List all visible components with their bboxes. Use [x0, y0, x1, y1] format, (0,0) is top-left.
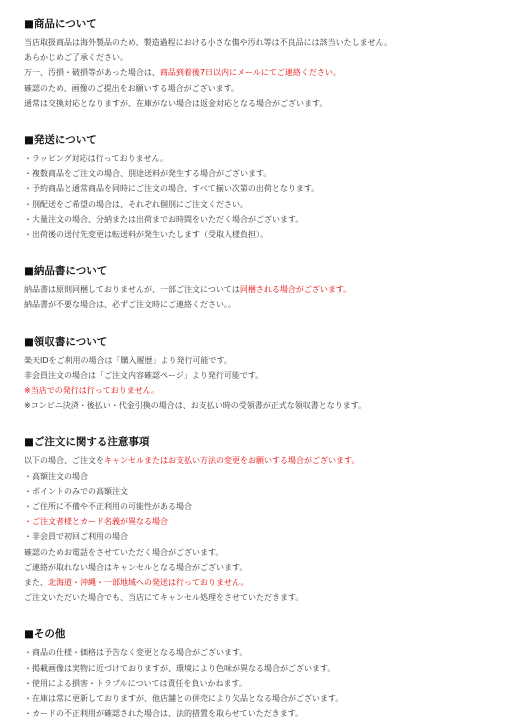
text-segment: ・別配送をご希望の場合は、それぞれ個別にご注文ください。 [24, 199, 248, 209]
text-line [24, 282, 510, 297]
list-item [24, 151, 510, 166]
list-item [24, 645, 510, 660]
text-segment: 納品書は原則同梱しておりませんが、一部ご注文については [24, 285, 240, 295]
list-item [24, 484, 510, 499]
text-segment: 非会員注文の場合は「ご注文内容確認ページ」より発行可能です。 [24, 370, 264, 380]
text-line [24, 383, 510, 398]
section-shipping [24, 133, 510, 242]
text-segment: 万一、汚損・破損等があった場合は、 [24, 68, 160, 78]
text-segment: 以下の場合、ご注文を [24, 456, 104, 466]
text-line [24, 50, 510, 65]
text-line [24, 96, 510, 111]
text-line [24, 398, 510, 413]
highlight-text: ※当店での発行は行っておりません。 [24, 386, 160, 396]
text-line [24, 545, 510, 560]
text-line [24, 353, 510, 368]
highlight-text: 同梱される場合がございます。 [239, 285, 352, 295]
text-segment: ・出荷後の送付先変更は転送料が発生いたします（受取人様負担）。 [24, 230, 268, 240]
text-segment: ご注文いただいた場合でも、当店にてキャンセル処理をさせていただきます。 [24, 593, 304, 603]
text-segment: 当店取扱商品は海外製品のため、製造過程における小さな傷や汚れ等は不良品には該当いたしません。 [24, 38, 393, 47]
section-other [24, 627, 510, 721]
text-segment: 確認のためお電話をさせていただく場合がございます。 [24, 547, 224, 557]
text-segment: ・ポイントのみでの高額注文 [24, 486, 128, 496]
text-segment: 通常は交換対応となりますが、在庫がない場合は返金対応となる場合がございます。 [24, 98, 328, 108]
text-line [24, 590, 510, 605]
text-segment: ・非会員で初回ご利用の場合 [24, 532, 128, 542]
text-line [24, 368, 510, 383]
section-heading: ■発送について [24, 134, 97, 147]
highlight-text: 商品到着後7日以内にメールにてご連絡ください。 [159, 68, 341, 78]
text-segment: また、 [24, 578, 48, 588]
list-item [24, 529, 510, 544]
list-item [24, 197, 510, 212]
list-item [24, 227, 510, 242]
list-item [24, 212, 510, 227]
text-segment: 確認のため、画像のご提出をお願いする場合がございます。 [24, 83, 240, 93]
section-heading: ■領収書について [24, 335, 108, 348]
list-item [24, 166, 510, 181]
list-item [24, 469, 510, 484]
highlight-text: ・ご注文者様とカード名義が異なる場合 [24, 517, 168, 527]
text-segment: ・在庫は常に更新しておりますが、他店舗との併売により欠品となる場合がございます。 [24, 694, 344, 704]
text-segment: ・予約商品と通常商品を同時にご注文の場合、すべて揃い次第の出荷となります。 [24, 184, 320, 194]
section-order-notes [24, 435, 510, 605]
text-line [24, 560, 510, 575]
text-segment: ・掲載画像は実物に近づけておりますが、環境により色味が異なる場合がございます。 [24, 663, 336, 673]
list-item [24, 514, 510, 529]
section-heading: ■ご注文に関する注意事項 [24, 436, 150, 449]
list-item [24, 691, 510, 706]
text-line [24, 297, 510, 312]
list-item [24, 676, 510, 691]
text-segment: ・ご住所に不備や不正利用の可能性がある場合 [24, 502, 192, 512]
text-segment: ・商品の仕様・価格は予告なく変更となる場合がございます。 [24, 648, 248, 658]
text-line [24, 35, 510, 50]
text-segment: ・大量注文の場合、分納または出荷までお時間をいただく場合がございます。 [24, 214, 304, 224]
text-segment: ・カードの不正利用が確認された場合は、法的措置を取らせていただきます。 [24, 709, 304, 719]
text-line [24, 575, 510, 590]
section-delivery-note [24, 264, 510, 312]
text-segment: ※コンビニ決済・後払い・代金引換の場合は、お支払い時の受領書が正式な領収書となります。 [24, 401, 367, 411]
list-item [24, 181, 510, 196]
text-line [24, 453, 510, 468]
highlight-text: キャンセルまたはお支払い方法の変更をお願いする場合がございます。 [104, 456, 360, 466]
section-receipt [24, 335, 510, 414]
text-segment: ご連絡が取れない場合はキャンセルとなる場合がございます。 [24, 562, 248, 572]
section-heading: ■商品について [24, 18, 97, 30]
text-segment: 納品書が不要な場合は、必ずご注文時にご連絡ください。。 [24, 300, 236, 310]
list-item [24, 499, 510, 514]
list-item [24, 661, 510, 676]
text-segment: ・高額注文の場合 [24, 471, 88, 481]
list-item [24, 706, 510, 721]
text-segment: あらかじめご了承ください。 [24, 53, 128, 63]
section-heading: ■納品書について [24, 265, 108, 278]
section-heading: ■その他 [24, 628, 66, 641]
text-line [24, 65, 510, 80]
text-segment: ・使用による損害・トラブルについては責任を負いかねます。 [24, 678, 247, 688]
text-segment: ・ラッピング対応は行っておりません。 [24, 154, 169, 164]
text-segment: ・複数商品をご注文の場合、別途送料が発生する場合がございます。 [24, 169, 272, 179]
text-segment: 楽天IDをご利用の場合は「購入履歴」より発行可能です。 [24, 355, 232, 365]
section-product [24, 17, 510, 111]
highlight-text: 北海道・沖縄・一部地域への発送は行っておりません。 [48, 578, 249, 588]
text-line [24, 81, 510, 96]
